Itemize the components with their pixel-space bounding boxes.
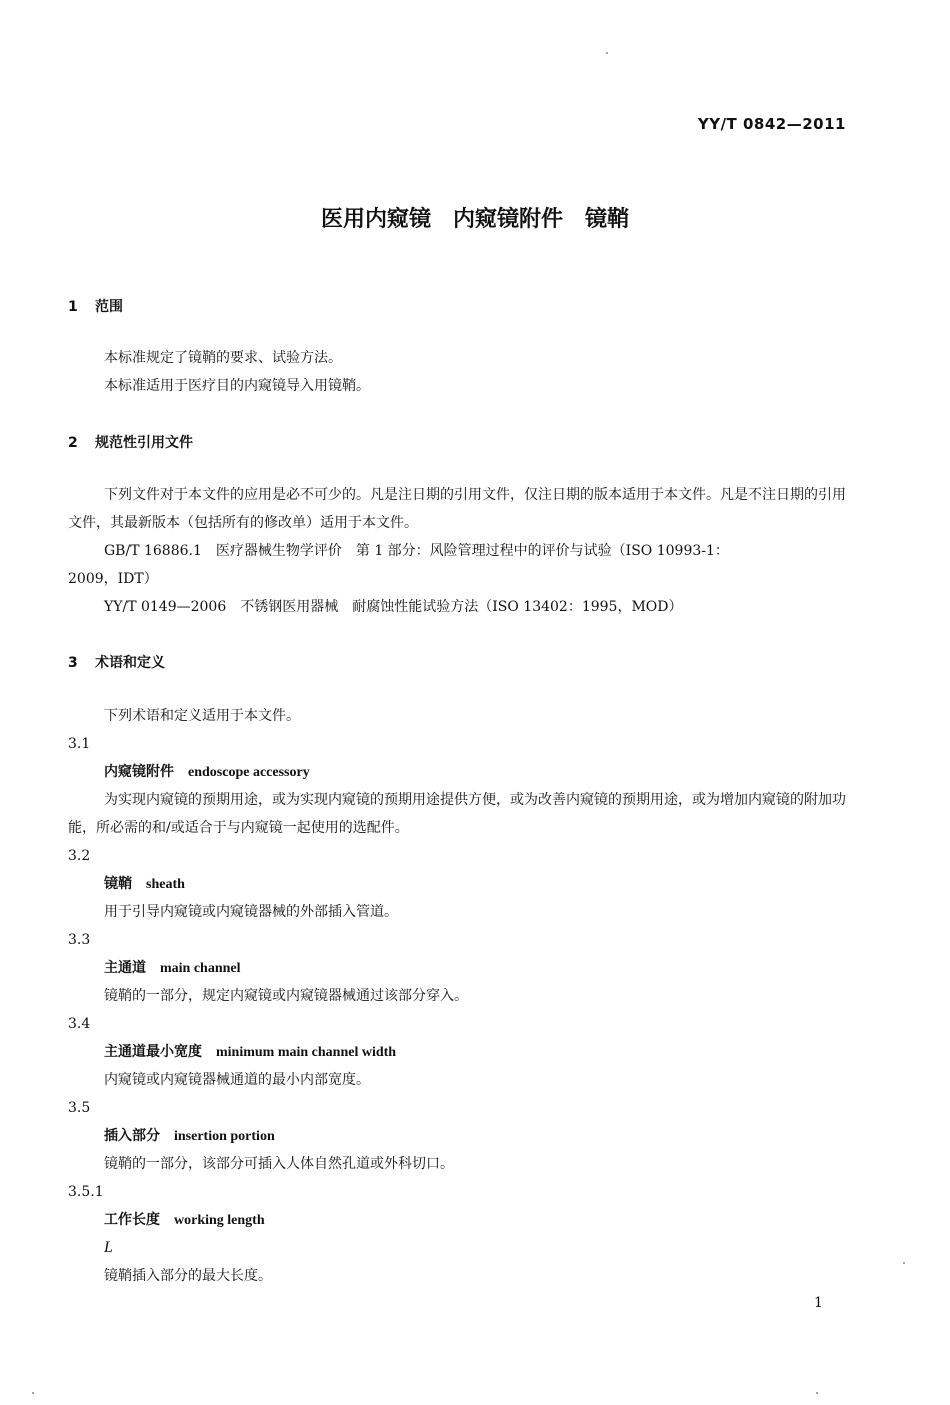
section-number: 3 (68, 655, 78, 671)
term-zh: 镜鞘 (104, 876, 132, 892)
term-number: 3.1 (68, 736, 91, 752)
scan-speck (32, 1392, 34, 1394)
section-1-heading (68, 296, 123, 316)
reference-1-line-1: GB/T 16886.1 医疗器械生物学评价 第 1 部分：风险管理过程中的评价与试验（ISO 10993-1： (104, 543, 729, 559)
section-2-paragraph-1: 下列文件对于本文件的应用是必不可少的。凡是注日期的引用文件，仅注日期的版本适用于本文件。凡是不注日期的引用文件，其最新版本（包括所有的修改单）适用于本文件。 (68, 487, 846, 531)
term-en: endoscope accessory (188, 765, 310, 780)
page-number: 1 (814, 1295, 823, 1311)
term-heading (104, 1206, 265, 1235)
term-en: main channel (160, 961, 241, 976)
term-definition: 内窥镜或内窥镜器械通道的最小内部宽度。 (104, 1072, 370, 1088)
section-title: 术语和定义 (95, 655, 165, 671)
scan-speck (903, 1262, 905, 1264)
term-number: 3.4 (68, 1016, 91, 1032)
term-en: working length (174, 1213, 265, 1228)
term-definition: 镜鞘的一部分，该部分可插入人体自然孔道或外科切口。 (104, 1156, 454, 1172)
term-number: 3.2 (68, 848, 91, 864)
section-3-intro: 下列术语和定义适用于本文件。 (104, 708, 300, 724)
term-definition: 用于引导内窥镜或内窥镜器械的外部插入管道。 (104, 904, 398, 920)
term-zh: 主通道 (104, 960, 146, 976)
term-number: 3.5 (68, 1100, 91, 1116)
term-en: minimum main channel width (216, 1045, 397, 1060)
section-title: 规范性引用文件 (95, 435, 193, 451)
term-number: 3.5.1 (68, 1184, 104, 1200)
term-definition: 镜鞘的一部分，规定内窥镜或内窥镜器械通过该部分穿入。 (104, 988, 468, 1004)
term-zh: 内窥镜附件 (104, 764, 174, 780)
section-number: 2 (68, 435, 78, 451)
term-symbol: L (104, 1239, 113, 1256)
term-heading (104, 1038, 396, 1067)
document-title: 医用内窥镜 内窥镜附件 镜鞘 (320, 207, 629, 232)
term-definition: 镜鞘插入部分的最大长度。 (104, 1268, 272, 1284)
section-title: 范围 (95, 299, 123, 315)
term-definition: 为实现内窥镜的预期用途，或为实现内窥镜的预期用途提供方便，或为改善内窥镜的预期用途，或为增加内窥镜的附加功能，所必需的和/或适合于与内窥镜一起使用的选配件。 (68, 792, 846, 836)
standard-number: YY/T 0842—2011 (697, 115, 846, 133)
term-en: insertion portion (174, 1129, 275, 1144)
section-1-paragraph-2: 本标准适用于医疗目的内窥镜导入用镜鞘。 (104, 378, 370, 394)
section-2-heading (68, 432, 193, 452)
term-heading (104, 1122, 275, 1151)
scan-speck (816, 1392, 818, 1394)
section-1-paragraph-1: 本标准规定了镜鞘的要求、试验方法。 (104, 350, 342, 366)
term-heading (104, 758, 310, 787)
term-heading (104, 954, 241, 983)
section-number: 1 (68, 299, 78, 315)
term-en: sheath (146, 877, 185, 892)
term-zh: 主通道最小宽度 (104, 1044, 202, 1060)
term-number: 3.3 (68, 932, 91, 948)
reference-2: YY/T 0149—2006 不锈钢医用器械 耐腐蚀性能试验方法（ISO 13402：1995，MOD） (104, 599, 683, 615)
section-3-heading (68, 652, 165, 672)
term-zh: 工作长度 (104, 1212, 160, 1228)
term-zh: 插入部分 (104, 1128, 160, 1144)
term-heading (104, 870, 185, 899)
reference-1-line-2: 2009，IDT） (68, 571, 158, 587)
scan-speck (606, 52, 608, 54)
